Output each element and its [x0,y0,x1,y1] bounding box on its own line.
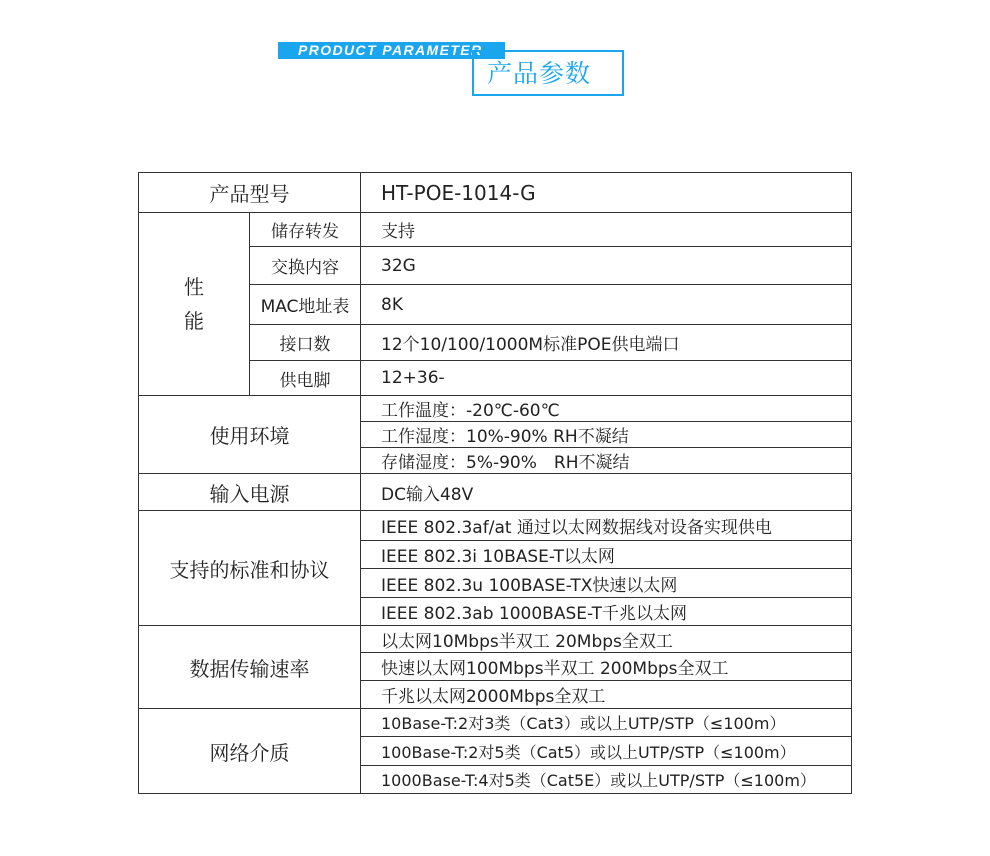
row-value: 工作温度：-20℃-60℃ [361,396,852,422]
table-row [139,474,852,511]
row-value: 12个10/100/1000M标准POE供电端口 [361,325,852,361]
row-value: 支持 [361,213,852,247]
row-label: MAC地址表 [250,285,361,325]
row-value: 快速以太网100Mbps半双工 200Mbps全双工 [361,653,852,681]
table-row [139,396,852,422]
table-row [139,626,852,653]
row-value: 1000Base-T:4对5类（Cat5E）或以上UTP/STP（≤100m） [361,766,852,794]
table-row [139,709,852,737]
row-value: 100Base-T:2对5类（Cat5）或以上UTP/STP（≤100m） [361,737,852,766]
model-value: HT-POE-1014-G [361,173,852,213]
row-value: IEEE 802.3i 10BASE-T以太网 [361,541,852,569]
row-value: IEEE 802.3ab 1000BASE-T千兆以太网 [361,598,852,626]
speed-label: 数据传输速率 [139,626,361,709]
row-value: DC输入48V [361,474,852,511]
table-row [139,213,852,247]
page-title: 产品参数 [487,59,592,88]
row-label: 储存转发 [250,213,361,247]
parameter-table [138,172,852,794]
row-value: IEEE 802.3af/at 通过以太网数据线对设备实现供电 [361,511,852,541]
row-value: 12+36- [361,361,852,396]
row-value: 千兆以太网2000Mbps全双工 [361,681,852,709]
row-value: 以太网10Mbps半双工 20Mbps全双工 [361,626,852,653]
banner-english: PRODUCT PARAMETER [278,42,505,59]
table-row [139,511,852,541]
table-row [139,173,852,213]
model-label: 产品型号 [139,173,361,213]
standards-label: 支持的标准和协议 [139,511,361,626]
row-label: 供电脚 [250,361,361,396]
row-value: 8K [361,285,852,325]
row-value: 存储湿度：5%-90% RH不凝结 [361,448,852,474]
row-label: 接口数 [250,325,361,361]
media-label: 网络介质 [139,709,361,794]
row-value: 10Base-T:2对3类（Cat3）或以上UTP/STP（≤100m） [361,709,852,737]
performance-group-label: 性 能 [139,213,250,396]
environment-label: 使用环境 [139,396,361,474]
row-value: 32G [361,247,852,285]
row-label: 交换内容 [250,247,361,285]
row-value: IEEE 802.3u 100BASE-TX快速以太网 [361,569,852,598]
power-label: 输入电源 [139,474,361,511]
row-value: 工作湿度：10%-90% RH不凝结 [361,422,852,448]
